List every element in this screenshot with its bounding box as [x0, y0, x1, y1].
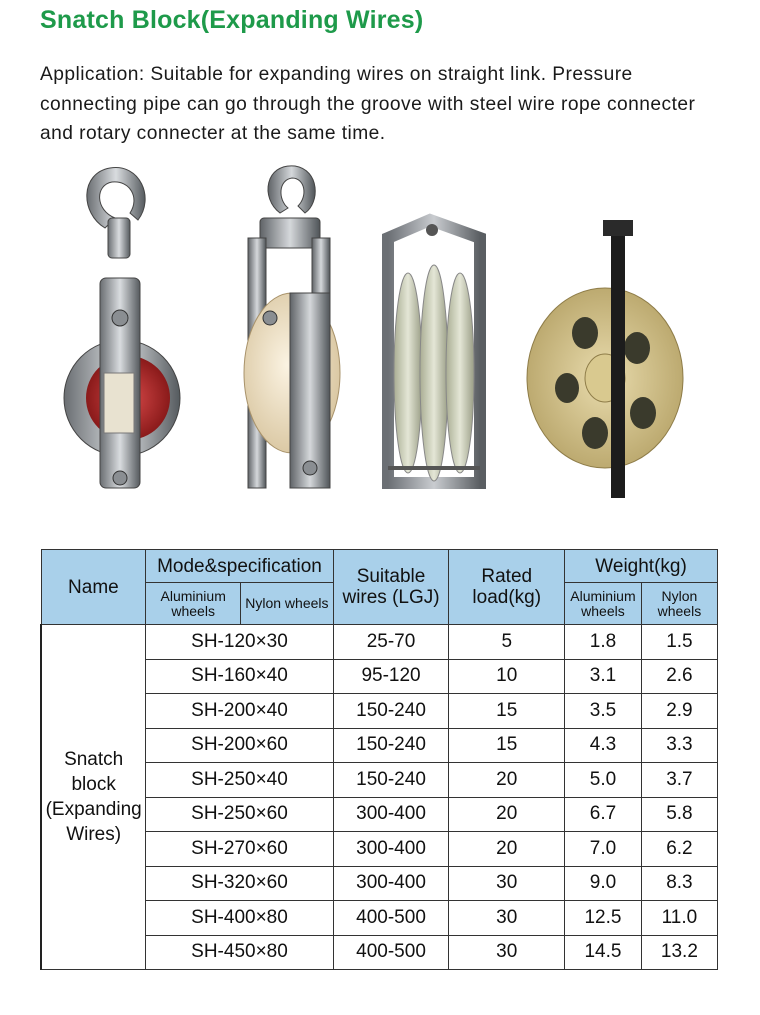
application-text: Application: Suitable for expanding wires on straight link. Pressure connecting pipe can go through the groove with steel wire rope connecter and rotary connecter at the same time. [40, 64, 696, 144]
weight-nylon-cell: 13.2 [641, 935, 717, 970]
weight-aluminium-cell: 6.7 [565, 797, 642, 832]
specification-table [40, 549, 718, 970]
model-cell: SH-400×80 [146, 901, 333, 936]
snatch-block-triple-groove-image [370, 158, 505, 498]
weight-nylon-cell: 3.3 [641, 728, 717, 763]
load-cell: 20 [449, 763, 565, 798]
wires-cell: 150-240 [333, 728, 449, 763]
header-weight: Weight(kg) [565, 550, 718, 583]
wires-cell: 300-400 [333, 797, 449, 832]
load-cell: 30 [449, 866, 565, 901]
weight-aluminium-cell: 3.5 [565, 694, 642, 729]
model-cell: SH-200×40 [146, 694, 333, 729]
wires-cell: 300-400 [333, 866, 449, 901]
model-cell: SH-270×60 [146, 832, 333, 867]
header-nylon-wheels: Nylon wheels [241, 583, 334, 625]
weight-aluminium-cell: 14.5 [565, 935, 642, 970]
weight-nylon-cell: 1.5 [641, 625, 717, 660]
model-cell: SH-250×40 [146, 763, 333, 798]
weight-nylon-cell: 5.8 [641, 797, 717, 832]
wires-cell: 95-120 [333, 659, 449, 694]
header-mode-specification: Mode&specification [146, 550, 333, 583]
weight-nylon-cell: 2.6 [641, 659, 717, 694]
wires-cell: 400-500 [333, 935, 449, 970]
header-rated-load: Rated load(kg) [449, 550, 565, 625]
weight-aluminium-cell: 12.5 [565, 901, 642, 936]
weight-aluminium-cell: 3.1 [565, 659, 642, 694]
load-cell: 30 [449, 901, 565, 936]
wires-cell: 300-400 [333, 832, 449, 867]
weight-aluminium-cell: 1.8 [565, 625, 642, 660]
wires-cell: 150-240 [333, 694, 449, 729]
load-cell: 15 [449, 728, 565, 763]
product-photos [40, 158, 720, 518]
load-cell: 10 [449, 659, 565, 694]
weight-nylon-cell: 3.7 [641, 763, 717, 798]
snatch-block-aluminium-hook-image [60, 158, 190, 498]
wires-cell: 150-240 [333, 763, 449, 798]
header-weight-aluminium: Aluminium wheels [565, 583, 642, 625]
snatch-block-nylon-hook-image [220, 158, 350, 498]
page-title: Snatch Block(Expanding Wires) [40, 6, 424, 34]
weight-aluminium-cell: 9.0 [565, 866, 642, 901]
group-name: Snatch block (Expanding Wires) [41, 625, 146, 970]
wires-cell: 400-500 [333, 901, 449, 936]
weight-nylon-cell: 8.3 [641, 866, 717, 901]
model-cell: SH-450×80 [146, 935, 333, 970]
load-cell: 20 [449, 797, 565, 832]
wires-cell: 25-70 [333, 625, 449, 660]
load-cell: 15 [449, 694, 565, 729]
weight-nylon-cell: 2.9 [641, 694, 717, 729]
weight-nylon-cell: 6.2 [641, 832, 717, 867]
weight-nylon-cell: 11.0 [641, 901, 717, 936]
load-cell: 5 [449, 625, 565, 660]
weight-aluminium-cell: 5.0 [565, 763, 642, 798]
header-suitable-wires: Suitable wires (LGJ) [333, 550, 449, 625]
weight-aluminium-cell: 4.3 [565, 728, 642, 763]
model-cell: SH-120×30 [146, 625, 333, 660]
model-cell: SH-250×60 [146, 797, 333, 832]
snatch-block-large-nylon-wheel-image [525, 158, 695, 498]
model-cell: SH-320×60 [146, 866, 333, 901]
header-weight-nylon: Nylon wheels [641, 583, 717, 625]
model-cell: SH-200×60 [146, 728, 333, 763]
model-cell: SH-160×40 [146, 659, 333, 694]
load-cell: 20 [449, 832, 565, 867]
load-cell: 30 [449, 935, 565, 970]
header-name: Name [41, 550, 146, 625]
header-aluminium-wheels: Aluminium wheels [146, 583, 241, 625]
weight-aluminium-cell: 7.0 [565, 832, 642, 867]
table-row [41, 625, 718, 660]
